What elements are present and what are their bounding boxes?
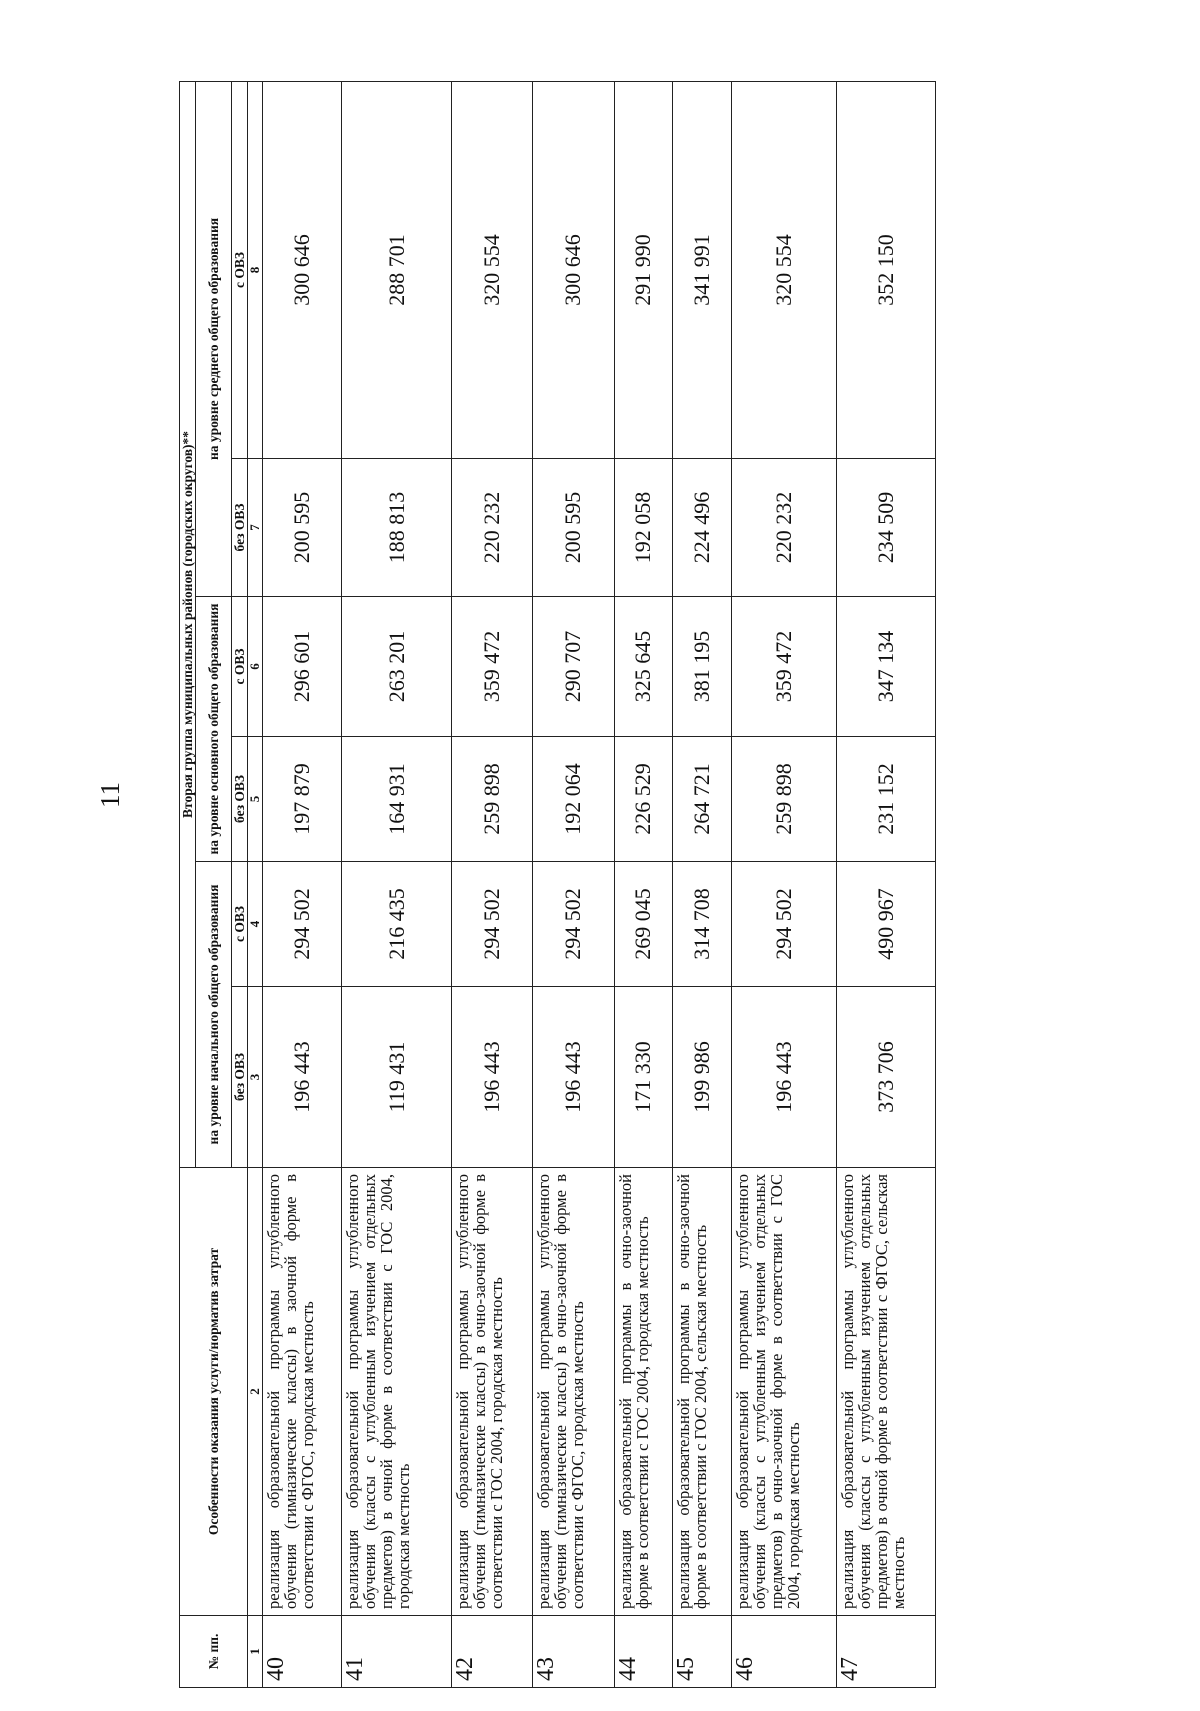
row-number: 44	[614, 1616, 673, 1688]
table-row	[673, 81, 732, 1687]
cost-value: 300 646	[533, 81, 614, 458]
table-body	[263, 81, 936, 1687]
cost-value: 294 502	[533, 862, 614, 987]
cost-value: 200 595	[533, 459, 614, 597]
cost-value: 188 813	[342, 459, 452, 597]
column-number: 7	[248, 459, 263, 597]
row-description: реализация образовательной программы углубленного обучения (классы с углубленным изучением отдельных предметов) в очно-заочной форме в соответствии с ГОС 2004, городская местность	[731, 1168, 836, 1616]
row-description: реализация образовательной программы углубленного обучения (классы с углубленным изучением отдельных предметов) в очной форме в соответствии с ГОС 2004, городская местность	[342, 1168, 452, 1616]
page-number: 11	[95, 782, 125, 808]
cost-value: 231 152	[837, 737, 936, 862]
cost-value: 196 443	[451, 987, 532, 1168]
cost-value: 352 150	[837, 81, 936, 458]
cost-value: 359 472	[731, 597, 836, 737]
cost-value: 325 645	[614, 597, 673, 737]
cost-value: 381 195	[673, 597, 732, 737]
table-row	[342, 81, 452, 1687]
table-row	[837, 81, 936, 1687]
cost-value: 220 232	[731, 459, 836, 597]
row-number: 46	[731, 1616, 836, 1688]
cost-value: 296 601	[263, 597, 342, 737]
header-level: на уровне основного общего образования	[196, 597, 232, 862]
row-description: реализация образовательной программы в очно-заочной форме в соответствии с ГОС 2004, сельская местность	[673, 1168, 732, 1616]
column-number: 8	[248, 81, 263, 458]
row-number: 41	[342, 1616, 452, 1688]
row-number: 47	[837, 1616, 936, 1688]
header-sub: с ОВЗ	[232, 597, 248, 737]
cost-value: 264 721	[673, 737, 732, 862]
cost-value: 224 496	[673, 459, 732, 597]
cost-value: 164 931	[342, 737, 452, 862]
table-header	[180, 81, 263, 1687]
cost-value: 192 058	[614, 459, 673, 597]
cost-value: 199 986	[673, 987, 732, 1168]
cost-value: 359 472	[451, 597, 532, 737]
row-description: реализация образовательной программы углубленного обучения (гимназические классы) в очно-заочной форме в соответствии с ГОС 2004, городская местность	[451, 1168, 532, 1616]
table-row	[263, 81, 342, 1687]
cost-value: 171 330	[614, 987, 673, 1168]
cost-value: 200 595	[263, 459, 342, 597]
cost-value: 288 701	[342, 81, 452, 458]
row-description: реализация образовательной программы углубленного обучения (гимназические классы) в заочной форме в соответствии с ФГОС, городская местность	[263, 1168, 342, 1616]
cost-value: 300 646	[263, 81, 342, 458]
column-number: 3	[248, 987, 263, 1168]
cost-value: 192 064	[533, 737, 614, 862]
column-number: 6	[248, 597, 263, 737]
cost-value: 373 706	[837, 987, 936, 1168]
row-number: 43	[533, 1616, 614, 1688]
cost-value: 291 990	[614, 81, 673, 458]
row-number: 45	[673, 1616, 732, 1688]
column-number: 1	[248, 1616, 263, 1688]
row-description: реализация образовательной программы углубленного обучения (гимназические классы) в очно-заочной форме в соответствии с ФГОС, городская местность	[533, 1168, 614, 1616]
cost-value: 259 898	[451, 737, 532, 862]
cost-value: 347 134	[837, 597, 936, 737]
cost-value: 490 967	[837, 862, 936, 987]
cost-value: 341 991	[673, 81, 732, 458]
cost-value: 259 898	[731, 737, 836, 862]
cost-value: 320 554	[451, 81, 532, 458]
table-row	[731, 81, 836, 1687]
cost-norms-table	[179, 81, 936, 1688]
column-number: 2	[248, 1168, 263, 1616]
cost-value: 314 708	[673, 862, 732, 987]
cost-value: 234 509	[837, 459, 936, 597]
header-sub: без ОВЗ	[232, 459, 248, 597]
cost-value: 196 443	[263, 987, 342, 1168]
row-description: реализация образовательной программы углубленного обучения (классы с углубленным изучением отдельных предметов) в очной форме в соответствии с ФГОС, сельская местность	[837, 1168, 936, 1616]
column-number: 5	[248, 737, 263, 862]
row-number: 40	[263, 1616, 342, 1688]
cost-value: 263 201	[342, 597, 452, 737]
header-sub: с ОВЗ	[232, 81, 248, 458]
rotated-table-container	[179, 82, 936, 1688]
cost-value: 196 443	[731, 987, 836, 1168]
cost-value: 220 232	[451, 459, 532, 597]
cost-value: 196 443	[533, 987, 614, 1168]
cost-value: 119 431	[342, 987, 452, 1168]
header-sub: без ОВЗ	[232, 737, 248, 862]
header-sub: без ОВЗ	[232, 987, 248, 1168]
cost-value: 294 502	[263, 862, 342, 987]
row-description: реализация образовательной программы в очно-заочной форме в соответствии с ГОС 2004, городская местность	[614, 1168, 673, 1616]
header-level: на уровне начального общего образования	[196, 862, 232, 1168]
header-num: № пп.	[180, 1616, 248, 1688]
cost-value: 197 879	[263, 737, 342, 862]
cost-value: 269 045	[614, 862, 673, 987]
table-row	[533, 81, 614, 1687]
cost-value: 320 554	[731, 81, 836, 458]
cost-value: 290 707	[533, 597, 614, 737]
table-row	[451, 81, 532, 1687]
header-level: на уровне среднего общего образования	[196, 81, 232, 596]
header-sub: с ОВЗ	[232, 862, 248, 987]
cost-value: 294 502	[731, 862, 836, 987]
row-number: 42	[451, 1616, 532, 1688]
header-features: Особенности оказания услуги/норматив затрат	[180, 1168, 248, 1616]
cost-value: 294 502	[451, 862, 532, 987]
cost-value: 216 435	[342, 862, 452, 987]
column-number: 4	[248, 862, 263, 987]
cost-value: 226 529	[614, 737, 673, 862]
header-group: Вторая группа муниципальных районов (городских округов)**	[180, 81, 196, 1167]
table-row	[614, 81, 673, 1687]
